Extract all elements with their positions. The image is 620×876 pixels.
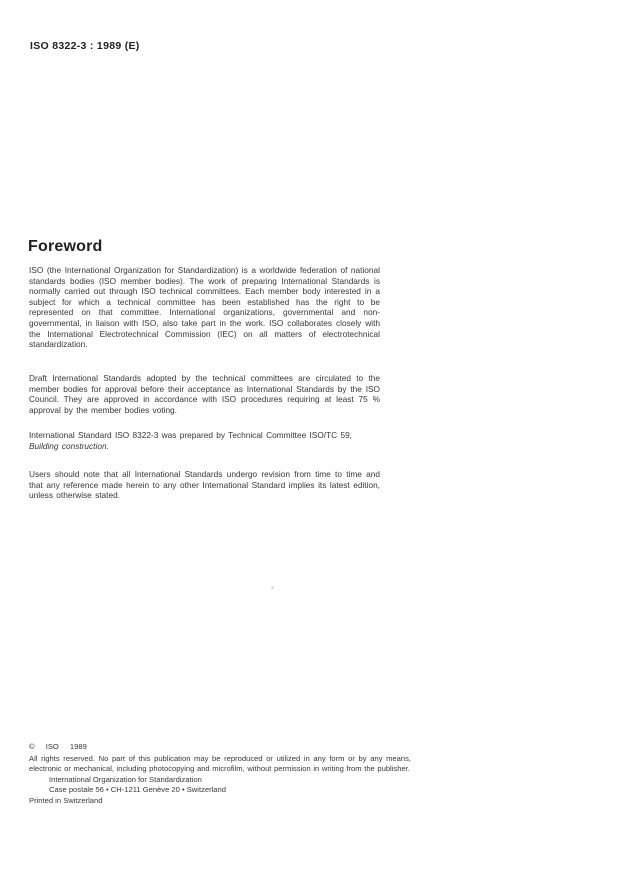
footer-block [29,742,411,806]
scan-artifact-speck [271,586,274,589]
rights-statement: All rights reserved. No part of this publication may be reproduced or utilized in any form or by any means, electronic or mechanical, including photocopying and microfilm, without permission in writing from the publisher. [29,754,411,774]
foreword-paragraph-3-text: International Standard ISO 8322-3 was prepared by Technical Committee ISO/TC 59, [29,430,352,440]
foreword-paragraph-4: Users should note that all International Standards undergo revision from time to time and that any reference made herein to any other International Standard implies its latest edition, unless otherwise stated. [29,469,380,501]
publisher-address: Case postale 56 • CH-1211 Genève 20 • Switzerland [49,784,226,794]
foreword-paragraph-1: ISO (the International Organization for Standardization) is a worldwide federation of national standards bodies (ISO member bodies). The work of preparing International Standards is normally carried out through ISO technical committees. Each member body interested in a subject for which a technical committee has been established has the right to be represented on that committee. International organizations, governmental and non-governmental, in liaison with ISO, also take part in the work. ISO collaborates closely with the International Electrotechnical Commission (IEC) on all matters of electrotechnical standardization. [29,265,380,350]
copyright-line: © ISO 1989 [29,742,87,751]
publisher-org-name: International Organization for Standardization [49,774,202,784]
foreword-paragraph-2: Draft International Standards adopted by the technical committees are circulated to the member bodies for approval before their acceptance as International Standards by the ISO Council. They are approved in accordance with ISO procedures requiring at least 75 % approval by the member bodies voting. [29,373,380,415]
printed-in-line: Printed in Switzerland [29,796,103,806]
foreword-heading: Foreword [28,238,103,255]
doc-number: ISO 8322-3 : 1989 (E) [30,40,140,52]
committee-title-italic: Building construction. [29,440,109,451]
foreword-paragraph-3 [29,430,380,451]
